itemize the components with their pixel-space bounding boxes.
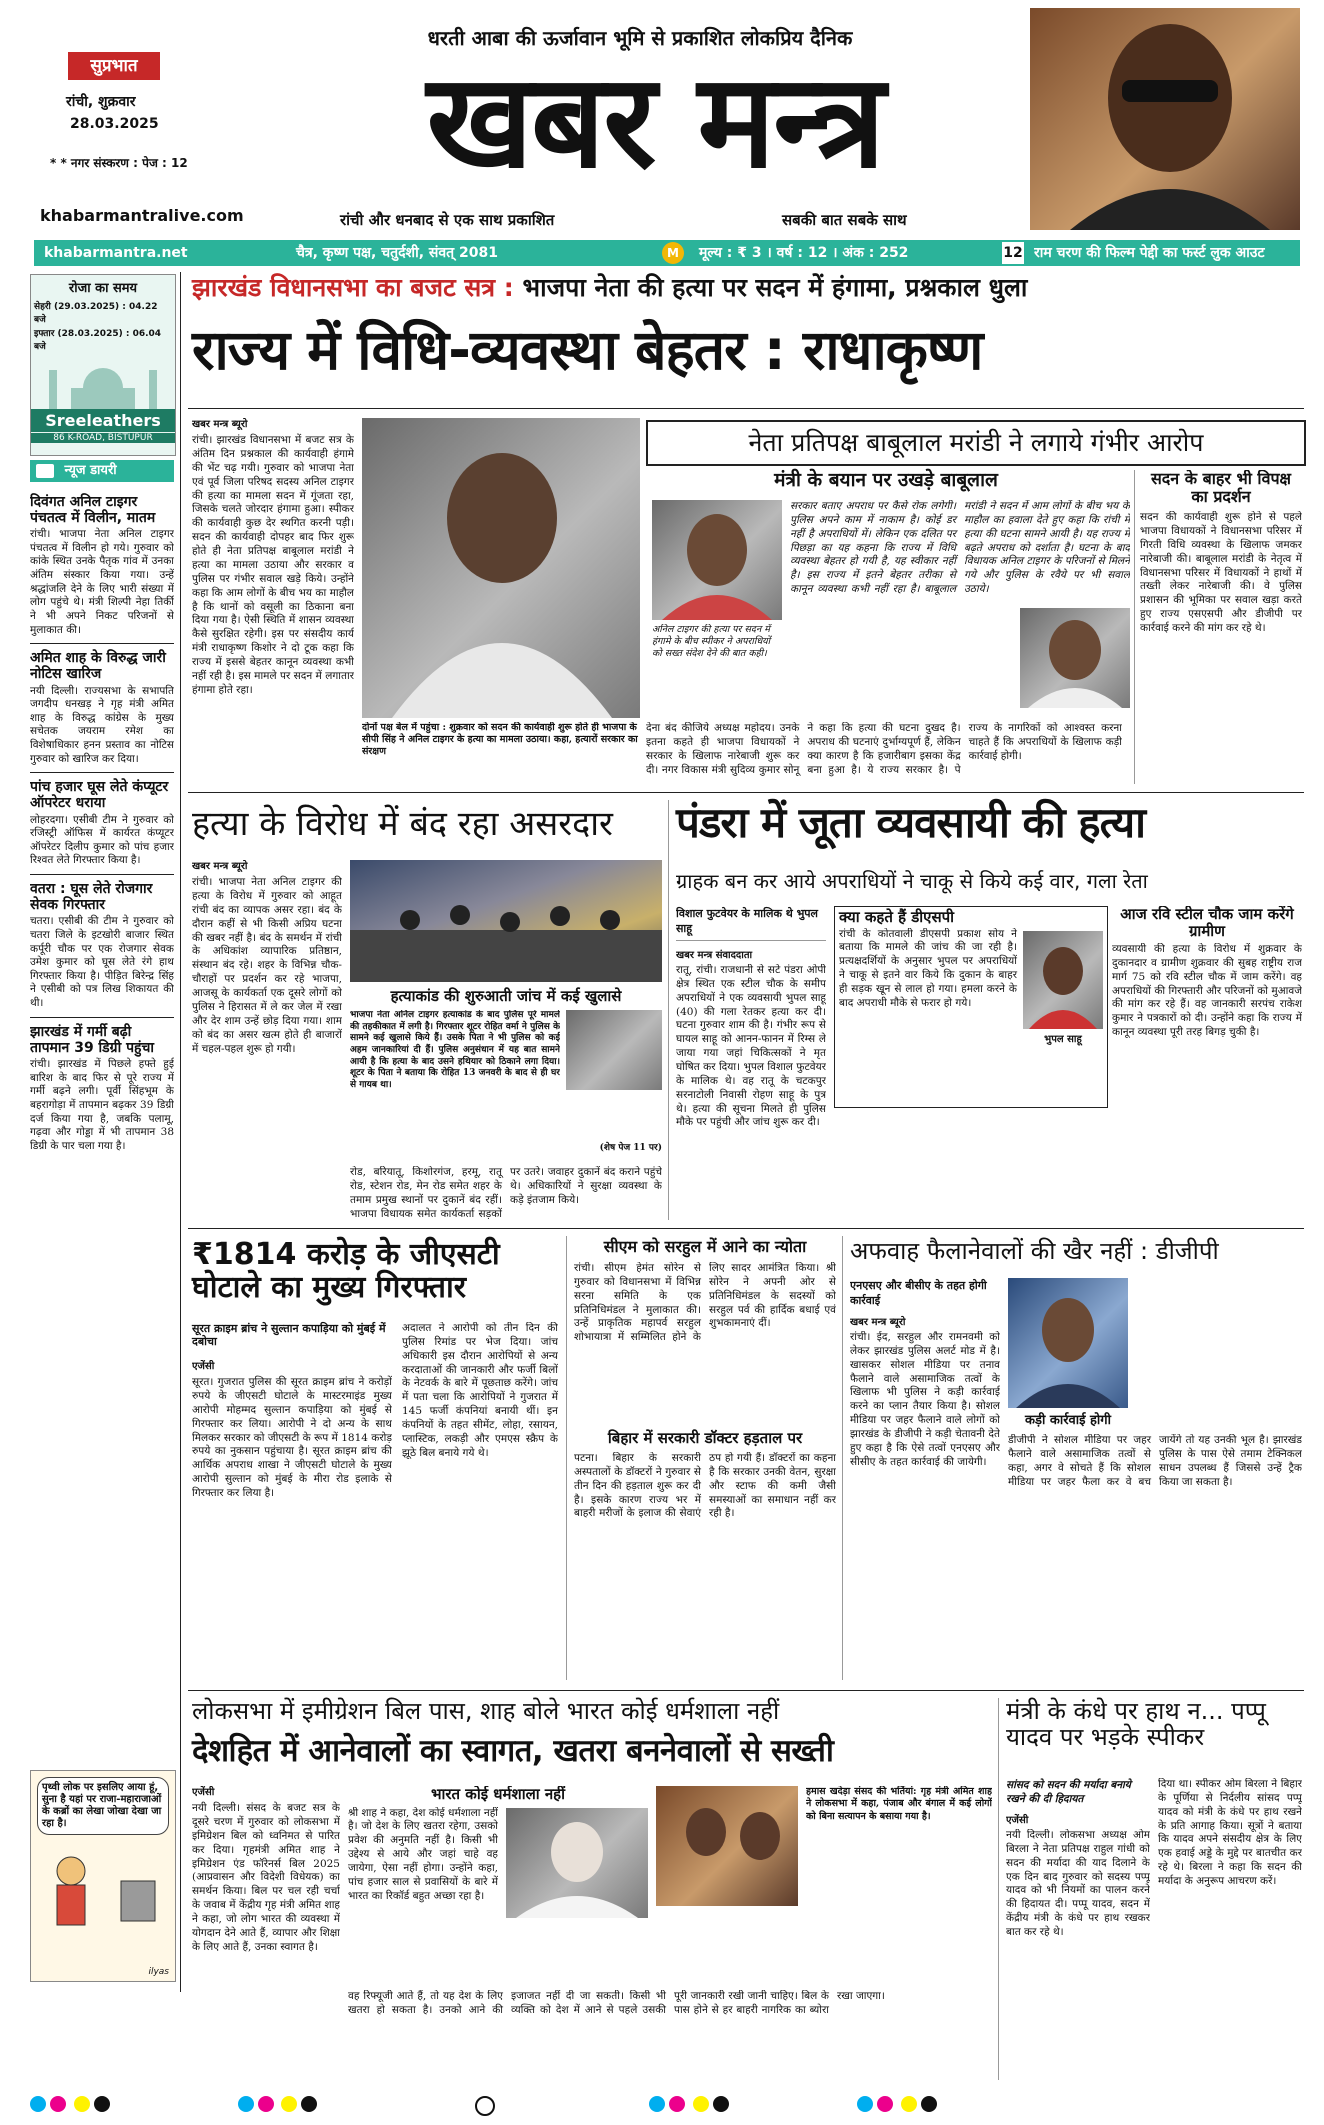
doctor-head: बिहार में सरकारी डॉक्टर हड़ताल पर <box>607 1429 803 1447</box>
sidebar-item <box>30 494 174 637</box>
masthead-title: खबर मन्त्र <box>426 45 884 197</box>
asardar-col1 <box>192 860 342 1220</box>
victim-silhouette <box>1023 931 1103 1029</box>
cartoon-artist: ilyas <box>148 1967 169 1977</box>
loksabha-box-head: भारत कोई धर्मशाला नहीं <box>430 1786 566 1803</box>
shah-silhouette <box>506 1808 648 1918</box>
top-col2: देना बंद कीजिये अध्यक्ष महोदय। उनके इतना कहते ही भाजपा विधायकों ने सरकार के खिलाफ नारेबाजी शुरू कर दी। नगर विकास मंत्री सुदिव्य कुमार सोनू ने कहा कि हत्या की घटना दुखद है। अपराध की घटनाएं दुर्भाग्यपूर्ण हैं, लेकिन क्या कारण है कि हजारीबाग इसका केंद्र बना हुआ है। ये राज्य सरकार है। पे राज्य के नागरिकों को आश्वस्त करना चाहते हैं कि अपराधियों के खिलाफ कड़ी कार्रवाई होगी। <box>646 722 1122 776</box>
doctor-body: पटना। बिहार के सरकारी अस्पतालों के डॉक्टरों ने गुरुवार से तीन दिन की हड़ताल शुरू कर दी है। इसके कारण राज्य भर में बाहरी मरीजों के इलाज की सेवाएं ठप हो गयी हैं। डॉक्टरों का कहना है कि सरकार उनकी वेतन, सुरक्षा और स्टाफ की कमी जैसी समस्याओं का समाधान नहीं कर रही है। <box>574 1452 836 1520</box>
top-photo-caption: दोनों पक्ष बेल में पहुंचा : शुक्रवार को सदन की कार्यवाही शुरू होते ही भाजपा के सीपी सिंह ने अनिल टाइगर के हत्या का मामला उठाया। कहा, हत्यारों सरकार का संरक्षण <box>362 722 638 757</box>
cartoon-figure-icon <box>31 1841 175 1931</box>
asardar-col2: रोड, बरियातू, किशोरगंज, हरमू, रातू रोड, स्टेशन रोड, मेन रोड समेत शहर के तमाम प्रमुख स्थानों पर दुकानें बंद रहीं। भाजपा विधायक समेत कार्यकर्ता सड़कों पर उतरे। जवाहर दुकानें बंद कराने पहुंचे थे। अधिकारियों ने सुरक्षा व्यवस्था के कड़े इंतजाम किये। <box>350 1166 662 1220</box>
gst-col2: अदालत ने आरोपी को तीन दिन की पुलिस रिमांड पर भेज दिया। जांच अधिकारी इस दौरान आरोपियों से अन्य करदाताओं की जानकारी और फर्जी बिलों के नेटवर्क के बारे में पूछताछ करेंगे। जांच में पता चला कि आरोपियों ने गुजरात में 145 फर्जी कंपनियां बनायी थीं। इन कंपनियों के तहत सीमेंट, लोहा, रसायन, प्लास्टिक, लकड़ी और एमएस स्क्रैप के झूठे बिल बनाये गये थे। <box>402 1322 558 1459</box>
dgp-bureau: खबर मन्त्र ब्यूरो <box>850 1317 906 1328</box>
loksabha-photo-caption: हमास खदेड़ा संसद की भर्तियां: गृह मंत्री अमित शाह ने लोकसभा में कहा, पंजाब और बंगाल में कई लोगों को बिना सत्यापन के बसाया गया है। <box>806 1786 992 1822</box>
loksabha-photo2 <box>656 1786 798 1906</box>
asardar-inset-text: भाजपा नेता अनिल टाइगर हत्याकांड के बाद पुलिस पूरे मामले की तहकीकात में लगी है। गिरफ्तार शूटर रोहित वर्मा ने पुलिस के सामने कई खुलासे किये हैं। उसके पिता ने भी पुलिस को कई अहम जानकारियां दी हैं। पुलिस अनुसंधान में यह बात सामने आयी है कि हत्या के बाद उसने हथियार को ठिकाने लगा दिया। शूटर के पिता ने बताया कि रोहित 13 जनवरी के बाद से ही घर से गायब था। <box>350 1010 560 1091</box>
top-kicker-red: झारखंड विधानसभा का बजट सत्र : <box>192 273 514 302</box>
top-photo3 <box>1020 608 1130 708</box>
pandra-bureau: खबर मन्त्र संवाददाता <box>676 950 753 961</box>
pandra-ras-body: व्यवसायी की हत्या के विरोध में शुक्रवार के दुकानदार व ग्रामीण शुक्रवार की सुबह राष्ट्रीय राज मार्ग 75 को रवि स्टील चौक में जाम करेंगे। वह अपराधियों की गिरफ्तारी और परिजनों को मुआवजे की मांग कर रहे हैं। वह जानकारी सरपंच राकेश कुमार ने पत्रकारों को दी। उन्होंने कहा कि राज्य में कानून व्यवस्था पूरी तरह बिगड़ चुकी है। <box>1112 943 1302 1039</box>
top-kicker <box>192 274 1302 302</box>
asardar-inset-photo <box>566 1010 662 1090</box>
ad-brand: Sreeleathers <box>31 409 175 432</box>
dgp-photo <box>1008 1278 1128 1408</box>
celebrity-photo <box>1030 8 1300 230</box>
minister-silhouette <box>362 418 640 718</box>
dgp-sub-body: डीजीपी ने सोशल मीडिया पर जहर फैलाने वाले असामाजिक तत्वों से कहा, अगर वे सोचते हैं कि सोशल मीडिया पर जहर फैला कर वे बच जायेंगे तो यह उनकी भूल है। झारखंड पुलिस के पास ऐसे तमाम टेक्निकल साधन उपलब्ध हैं जिससे उन्हें ट्रैक किया जा सकता है। <box>1008 1434 1302 1488</box>
asardar-photo <box>350 860 662 982</box>
masthead-sub-right: सबकी बात सबके साथ <box>782 211 907 229</box>
sidebar-item-head: दिवंगत अनिल टाइगर पंचतत्व में विलीन, मातम <box>30 494 156 527</box>
pappu-col2: दिया था। स्पीकर ओम बिरला ने बिहार के पूर्णिया से निर्दलीय सांसद पप्पू यादव को मंत्री के कंधे पर हाथ रखने के प्रति आगाह किया। सूत्रों ने बताया कि यादव अपने संसदीय क्षेत्र के लिए एक हवाई अड्डे के मुद्दे पर बातचीत कर रहे थे। बिरला ने कहा कि सदन की मर्यादा के अनुरूप आचरण करें। <box>1158 1778 1302 1888</box>
info-price: मूल्य : ₹ 3 । वर्ष : 12 । अंक : 252 <box>699 245 909 261</box>
pandra-headline: पंडरा में जूता व्यवसायी की हत्या <box>676 798 1146 847</box>
pandra-body: रातू, रांची। राजधानी से सटे पंडरा ओपी क्षेत्र स्थित एक स्टील चौक के समीप अपराधियों ने एक व्यवसायी भुपल साहू (40) की गला रेतकर हत्या कर दी। घटना गुरुवार शाम की है। गंभीर रूप से घायल साहू को आनन-फानन में रिम्स ले जाया गया जहां चिकित्सकों ने मृत घोषित कर दिया। भुपल विशाल फुटवेयर के मालिक थे। वह रातू के चटकपुर सरनाटोली निवासी रोहण साहू के पुत्र थे। हत्या की सूचना मिलते ही पुलिस मौके पर पहुंची और जांच शुरू कर दी। <box>676 964 826 1129</box>
pandra-victim-photo <box>1023 931 1103 1029</box>
asardar-bureau: खबर मन्त्र ब्यूरो <box>192 861 248 872</box>
pappu-bureau: एजेंसी <box>1006 1815 1029 1826</box>
loksabha-bureau: एजेंसी <box>192 1787 215 1798</box>
cartoon <box>30 1770 176 1982</box>
top-side-body: सदन की कार्यवाही शुरू होने से पहले भाजपा विधायकों ने विधानसभा परिसर में गिरती विधि व्यवस्था के खिलाफ जमकर नारेबाजी की। बाबूलाल मरांडी के नेतृत्व में विधानसभा परिसर में विधायकों ने हाथों में तख्ती लेकर नारेबाजी की। वे पुलिस प्रशासन की भूमिका पर सवाल खड़ा करते हुए राज्य एसएसपी और डीजीपी पर कार्रवाई करने की मांग कर रहे थे। <box>1140 511 1302 635</box>
top-story-col1 <box>192 418 354 750</box>
masthead <box>0 0 1324 238</box>
loksabha-headline1: लोकसभा में इमीग्रेशन बिल पास, शाह बोले भारत कोई धर्मशाला नहीं <box>192 1697 780 1725</box>
sidebar-item-text: लोहरदगा। एसीबी टीम ने गुरुवार को रजिस्ट्री ऑफिस में कार्यरत कंप्यूटर ऑपरेटर दिलीप कुमार को पांच हजार रिश्वत लेते गिरफ्तार किया है। <box>30 813 174 867</box>
top-subkicker: मंत्री के बयान पर उखड़े बाबूलाल <box>774 469 998 491</box>
cartoon-speech: पृथ्वी लोक पर इसलिए आया हूं, सुना है यहां पर राजा-महाराजाओं के कब्रों का लेखा जोखा देखा जा रहा है। <box>37 1777 169 1835</box>
dgp-body: रांची। ईद, सरहुल और रामनवमी को लेकर झारखंड पुलिस अलर्ट मोड में है। खासकर सोशल मीडिया पर तनाव फैलाने वाले असामाजिक तत्वों के खिलाफ भी पुलिस ने कड़ी कार्रवाई करने का प्लान तैयार किया है। सोशल मीडिया पर जहर फैलाने वाले लोगों को झारखंड के डीजीपी ने कड़ी चेतावनी देते हुए कहा है कि ऐसे तत्वों एनएसए और सीसीए के तहत कार्रवाई की जायेगी। <box>850 1331 1000 1468</box>
pandra-ras-head: आज रवि स्टील चौक जाम करेंगे ग्रामीण <box>1120 906 1294 940</box>
top-side-box <box>1140 470 1302 784</box>
top-photo2 <box>652 500 782 620</box>
sidebar-item <box>30 874 174 1011</box>
pandra-ras-box <box>1112 906 1302 1106</box>
pandra-photo-caption: भुपल साहू <box>1044 1034 1082 1045</box>
top-photo2-caption: अनिल टाइगर की हत्या पर सदन में हंगामे के बीच स्पीकर ने अपराधियों को सख्त संदेश देने की बात कही। <box>652 624 771 659</box>
mp-silhouette <box>656 1786 798 1906</box>
pappu-col1 <box>1006 1778 1150 2080</box>
top-body: रांची। झारखंड विधानसभा में बजट सत्र के अंतिम दिन प्रश्नकाल की कार्यवाही हंगामे की भेंट चढ़ गयी। गुरुवार को भाजपा नेता एवं पूर्व जिला परिषद सदस्य अनिल टाइगर की हत्या का मामला सदन में गूंजता रहा, जिसके चलते जोरदार हंगामा हुआ। स्पीकर की कार्यवाही कुछ देर स्थगित करनी पड़ी। सदन की कार्यवाही दोपहर बाद फिर शुरू होते ही नेता प्रतिपक्ष बाबूलाल मरांडी ने हत्या का मामला उठाया और सरकार व पुलिस पर गंभीर सवाल खड़े किये। उन्होंने कहा कि आम लोगों के बीच भय का माहौल है कि थानों को वसूली का ठिकाना बना दिया गया है। ऐसी स्थिति में शासन व्यवस्था कैसे सुरक्षित रहेगी। इस पर संसदीय कार्य मंत्री राधाकृष्ण किशोर ने दो टूक कहा कि राज्य में इससे बेहतर कानून व्यवस्था कभी नहीं रही है। इस मामले पर सदन में लगातार हंगामा होते रहा। <box>192 434 354 696</box>
sidebar-item-text: नयी दिल्ली। राज्यसभा के सभापति जगदीप धनखड़ ने गृह मंत्री अमित शाह के विरुद्ध कांग्रेस के मुख्य सचेतक जयराम रमेश का विशेषाधिकार हनन प्रस्ताव का नोटिस गुरुवार को खारिज कर दिया। <box>30 684 174 765</box>
diary-icon <box>36 464 54 478</box>
m-logo-icon: M <box>662 242 684 264</box>
roza-title: रोजा का समय <box>68 281 138 296</box>
roza-iftar: इफ्तार (28.03.2025) : 06.04 बजे <box>34 329 162 352</box>
sidebar-item-head: अमित शाह के विरुद्ध जारी नोटिस खारिज <box>30 650 166 683</box>
info-page-no: 12 <box>1002 242 1024 264</box>
asardar-date-ref: (शेष पेज 11 पर) <box>599 1143 662 1153</box>
asardar-headline: हत्या के विरोध में बंद रहा असरदार <box>192 804 613 844</box>
pandra-dsp-head: क्या कहते हैं डीएसपी <box>839 908 955 926</box>
top-photo <box>362 418 640 718</box>
info-calendar: चैत्र, कृष्ण पक्ष, चतुर्दशी, संवत् 2081 <box>296 245 498 261</box>
dgp-bullet: एनएसए और बीसीए के तहत होगी कार्रवाई <box>850 1279 987 1307</box>
sidebar-news <box>30 488 174 1758</box>
pandra-dsp-box <box>834 906 1108 1108</box>
speaker-silhouette <box>1020 608 1130 708</box>
sidebar-item-text: चतरा। एसीबी की टीम ने गुरुवार को चतरा जिले के इटखोरी बाजार स्थित कर्पूरी चौक पर एक रोजगार सेवक उमेश कुमार को घूस लेते रंगे हाथ गिरफ्तार किया है। पीड़ित बिरेन्द्र सिंह ने एसीबी को पत्र लिख शिकायत की थी। <box>30 915 174 1010</box>
roza-box <box>30 274 176 456</box>
gst-headline: ₹1814 करोड़ के जीएसटी घोटाले का मुख्य गिरफ्तार <box>192 1237 500 1305</box>
top-kicker-text: भाजपा नेता की हत्या पर सदन में हंगामा, प्रश्नकाल धुला <box>522 273 1028 302</box>
city-date: रांची, शुक्रवार <box>66 94 136 110</box>
soren-body: रांची। सीएम हेमंत सोरेन से गुरुवार को विधानसभा में विभिन्न सरना समिति के एक प्रतिनिधिमंडल ने मुलाकात की। उन्हें प्राकृतिक महापर्व सरहुल शोभायात्रा में सम्मिलित होने के लिए सादर आमंत्रित किया। श्री सोरेन ने अपनी ओर से प्रतिनिधिमंडल के सदस्यों को सरहुल पर्व की हार्दिक बधाई एवं शुभकामनाएं दीं। <box>574 1262 836 1344</box>
top-sub-body: सरकार बताए अपराध पर कैसे रोक लगेगी। पुलिस अपने काम में नाकाम है। कोई डर नहीं है अपराधियों में। लेकिन एक दलित पर पिछड़ा का यह कहना कि राज्य में विधि व्यवस्था बेहतर हो गयी है, यह स्वीकार नहीं है। इस राज्य में इतने बेहतर तरीका से कानून व्यवस्था कभी नहीं रहा है। बाबूलाल मरांडी ने सदन में आम लोगों के बीच भय के माहौल का हवाला देते हुए कहा कि रांची में हत्या की घटना सामने आयी है। यह राज्य में बढ़ते अपराध को दर्शाता है। घटना के बाद विधायक अनिल टाइगर के परिजनों से मिलने गये और पुलिस के रवैये पर भी सवाल उठाये। <box>790 500 1130 596</box>
dgp-headline: अफवाह फैलानेवालों की खैर नहीं : डीजीपी <box>850 1237 1219 1265</box>
pandra-col1 <box>676 906 826 1220</box>
top-side-head: सदन के बाहर भी विपक्ष का प्रदर्शन <box>1150 470 1292 506</box>
roza-sehri: सेहरी (29.03.2025) : 04.22 बजे <box>34 302 158 325</box>
masthead-sub-left: रांची और धनबाद से एक साथ प्रकाशित <box>340 211 555 229</box>
celebrity-silhouette <box>1030 8 1300 230</box>
asardar-inset-head: हत्याकांड की शुरुआती जांच में कई खुलासे <box>390 987 622 1005</box>
sidebar-item-text: रांची। झारखंड में पिछले हफ्ते हुई बारिश के बाद फिर से पूरे राज्य में गर्मी बढ़ने लगी। पूर्वी सिंहभूम के बहरागोड़ा में तापमान बढ़कर 39 डिग्री दर्ज किया गया है, जबकि पलामू, गढ़वा और गोड्डा में भी तापमान 38 डिग्री के पार चला गया है। <box>30 1057 174 1152</box>
info-teaser[interactable]: राम चरण की फिल्म पेद्दी का फर्स्ट लुक आउट <box>1034 245 1265 261</box>
dgp-col1 <box>850 1278 1000 1680</box>
sidebar-item-head: पांच हजार घूस लेते कंप्यूटर ऑपरेटर धराया <box>30 779 169 812</box>
edition-info: * * नगर संस्करण : पेज : 12 <box>50 156 188 170</box>
top-headline: राज्य में विधि-व्यवस्था बेहतर : राधाकृष्ण <box>192 318 983 382</box>
tagline-top: धरती आबा की ऊर्जावान भूमि से प्रकाशित लोकप्रिय दैनिक <box>427 26 853 50</box>
top-bureau: खबर मन्त्र ब्यूरो <box>192 419 248 430</box>
sidebar-item <box>30 772 174 868</box>
info-site[interactable]: khabarmantra.net <box>44 245 188 261</box>
info-bar <box>34 240 1300 266</box>
loksabha-col1 <box>192 1786 340 2080</box>
registration-strip <box>30 2096 1302 2116</box>
pandra-dsp-body: रांची के कोतवाली डीएसपी प्रकाश सोय ने बताया कि मामले की जांच की जा रही है। प्रत्यक्षदर्शियों के अनुसार भुपल पर अपराधियों ने चाकू से इतने वार किये कि दुकान के बाहर ही सड़क खून से लाल हो गया। हमला करने के बाद अपराधी मौके से फरार हो गये। <box>839 927 1017 1009</box>
news-diary-label: न्यूज डायरी <box>64 463 117 478</box>
asardar-body: रांची। भाजपा नेता अनिल टाइगर की हत्या के विरोध में गुरुवार को आहूत रांची बंद का व्यापक असर रहा। बंद के दौरान कहीं से भी किसी अप्रिय घटना की खबर नहीं है। बंद के समर्थन में रांची के अधिकांश व्यापारिक प्रतिष्ठान, संस्थान बंद रहे। शहर के विभिन्न चौक-चौराहों पर प्रदर्शन कर रहे भाजपा, आजसू के कार्यकर्ता एक दूसरे लोगों को पुलिस ने हिरासत में ले कर जेल में रखा और देर शाम उन्हें छोड़ दिया गया। शाम को बंद का असर खत्म होते ही बाजारों में चहल-पहल शुरू हो गयी। <box>192 876 342 1055</box>
gst-col1 <box>192 1360 392 1680</box>
soren-head: सीएम को सरहुल में आने का न्योता <box>603 1237 807 1256</box>
edition-tag: सुप्रभात <box>68 52 160 80</box>
loksabha-body: नयी दिल्ली। संसद के बजट सत्र के दूसरे चरण में गुरुवार को लोकसभा में इमिग्रेशन बिल को ध्वनिमत से पारित कर दिया। गृहमंत्री अमित शाह ने इमिग्रेशन एंड फॉरेनर्स बिल 2025 (आप्रवासन और विदेशी विधेयक) का समर्थन किया। बिल पर चल रही चर्चा के जवाब में केंद्रीय गृह मंत्री अमित शाह ने कहा, जो लोग भारत की व्यवस्था में योगदान देने आते हैं, व्यापार और शिक्षा के लिए आते हैं, उनका स्वागत है। <box>192 1802 340 1953</box>
sidebar-item-head: वतरा : घूस लेते रोजगार सेवक गिरफ्तार <box>30 881 153 914</box>
protest-crowd-icon <box>350 860 662 982</box>
pandra-subhead: ग्राहक बन कर आये अपराधियों ने चाकू से किये कई वार, गला रेता <box>676 869 1148 893</box>
loksabha-box-body: श्री शाह ने कहा, देश कोई धर्मशाला नहीं है। जो देश के लिए खतरा रहेगा, उसको प्रवेश की अनुमति नहीं है। किसी भी उद्देश्य से आये और जहां चाहे वह जायेगा, ऐसा नहीं होगा। उन्होंने कहा, पांच हजार साल से प्रवासियों के बारे में भारत का रिकॉर्ड बहुत अच्छा रहा है। <box>348 1806 498 1902</box>
registration-mark-icon <box>475 2096 495 2116</box>
news-diary-tag <box>30 460 174 482</box>
pappu-headline: मंत्री के कंधे पर हाथ न... पप्पू यादव पर भड़के स्पीकर <box>1006 1697 1266 1752</box>
sidebar-item <box>30 1017 174 1154</box>
sidebar-item <box>30 643 174 766</box>
leader-silhouette <box>652 500 782 620</box>
sidebar-item-text: रांची। भाजपा नेता अनिल टाइगर पंचतत्व में विलीन हो गये। गुरुवार को कांके स्थित उनके पैतृक गांव में उनका अंतिम संस्कार किया गया। उन्हें श्रद्धांजलि देने के लिए भारी संख्या में लोग पहुंचे थे। मंत्री शिल्पी नेहा तिर्की ने भी अपने निकट परिजनों से मुलाकात की। <box>30 528 174 636</box>
gst-bureau: एजेंसी <box>192 1361 215 1372</box>
gst-body: सूरत। गुजरात पुलिस की सूरत क्राइम ब्रांच ने करोड़ों रुपये के जीएसटी घोटाले के मास्टरमाइंड मुख्य आरोपी मोहम्मद सुल्तान कपाड़िया को मुंबई से गिरफ्तार कर लिया। आरोपी ने दो अन्य के साथ मिलकर सरकार को जीएसटी के रूप में 1814 करोड़ रुपये का नुकसान पहुंचाया है। सूरत क्राइम ब्रांच की आर्थिक अपराध शाखा ने जीएसटी घोटाले के मुख्य आरोपी सुल्तान को मुंबई के मीरा रोड इलाके से गिरफ्तार कर लिया है। <box>192 1376 392 1500</box>
loksabha-col3: वह रिफ्यूजी आते हैं, तो यह देश के लिए खतरा हो सकता है। उनको आने की इजाजत नहीं दी जा सकती। किसी भी व्यक्ति को देश में आने से पहले उसकी पूरी जानकारी रखी जानी चाहिए। बिल के पास होने से हर बाहरी नागरिक का ब्योरा रखा जाएगा। <box>348 1990 885 2016</box>
issue-date: 28.03.2025 <box>70 116 159 132</box>
loksabha-headline2: देशहित में आनेवालों का स्वागत, खतरा बननेवालों से सख्ती <box>192 1733 834 1769</box>
sidebar-item-head: झारखंड में गर्मी बढ़ी तापमान 39 डिग्री पहुंचा <box>30 1023 154 1056</box>
ad-address: 86 K-ROAD, BISTUPUR <box>31 433 175 443</box>
pappu-bullet: सांसद को सदन की मर्यादा बनाये रखने की दी हिदायत <box>1006 1779 1131 1805</box>
gst-bullet: सूरत क्राइम ब्रांच ने सुल्तान कपाड़िया को मुंबई में दबोचा <box>192 1322 386 1349</box>
dgp-silhouette <box>1008 1278 1128 1408</box>
pappu-body: नयी दिल्ली। लोकसभा अध्यक्ष ओम बिरला ने नेता प्रतिपक्ष राहुल गांधी को सदन की मर्यादा की याद दिलाने के एक दिन बाद गुरुवार को सदस्य पप्पू यादव को भी नियमों का पालन करने की हिदायत दी। पप्पू यादव, सदन में केंद्रीय मंत्री के कंधे पर हाथ रखकर बात कर रहे थे। <box>1006 1829 1150 1939</box>
top-subhead: नेता प्रतिपक्ष बाबूलाल मरांडी ने लगाये गंभीर आरोप <box>646 420 1306 466</box>
dgp-sub: कड़ी कार्रवाई होगी <box>1025 1413 1111 1428</box>
website[interactable]: khabarmantralive.com <box>40 206 244 225</box>
pandra-bullet: विशाल फुटवेयर के मालिक थे भुपल साहू <box>676 906 826 941</box>
shah-photo <box>506 1808 648 1918</box>
